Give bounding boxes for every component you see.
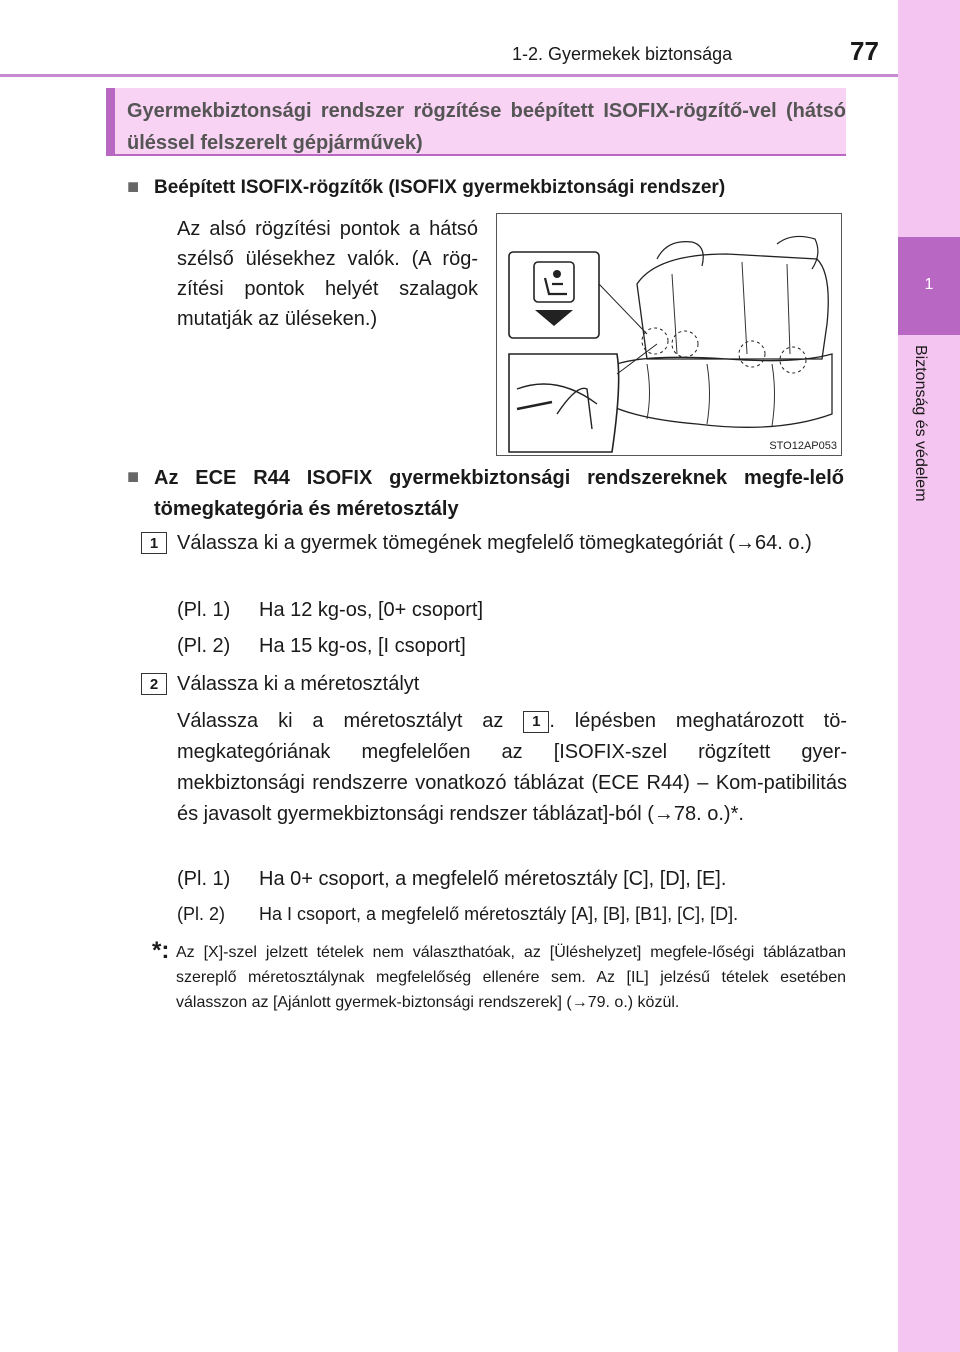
figure-code: STO12AP053 [769, 440, 837, 452]
step-2-example-2 [177, 904, 738, 925]
footnote-text: Az [X]-szel jelzett tételek nem választhatóak, az [Üléshelyzet] megfele-lőségi táblázatban szereplő méretosztálynak megfelelőség ellenére sem. Az [IL] jelzésű tételek esetében válasszon az [Ajánlott gyermek-biztonsági rendszerek] (→79. o.) közül. [176, 944, 846, 1011]
example-label: (Pl. 1) [177, 599, 231, 621]
page-number: 77 [850, 36, 879, 66]
section-heading: Gyermekbiztonsági rendszer rögzítése beépített ISOFIX-rögzítő-vel (hátsó üléssel felszerelt gépjárművek) [106, 88, 846, 156]
step-1-example-1 [177, 599, 483, 622]
step-1-reference: 1 [523, 711, 549, 733]
step-2-title: Válassza ki a méretosztályt [177, 673, 420, 695]
footnote-marker: *: [152, 937, 170, 964]
step-2-example-1 [177, 868, 726, 891]
example-label: (Pl. 2) [177, 635, 231, 657]
chapter-side-tab [898, 0, 960, 1352]
example-label: (Pl. 2) [177, 904, 226, 924]
chapter-number: 1 [924, 276, 934, 293]
block1-text: Az alsó rögzítési pontok a hátsó szélső ülésekhez valók. (A rög-zítési pontok helyét szalagok mutatják az üléseken.) [177, 218, 478, 330]
chapter-title: Biztonság és védelem [912, 345, 929, 502]
step-2-text-after: . lépésben meghatározott tö-megkategóriának megfelelően az [ISOFIX-szel rögzített gyer-mekbiztonsági rendszerre vonatkozó táblázat (ECE R44) – Kom-patibilitás és javasolt gyermekbiztonsági rendszer táblázat]-ból (→78. o.)*. [177, 710, 848, 825]
step-2-marker: 2 [141, 673, 167, 695]
step-1-text: Válassza ki a gyermek tömegének megfelelő tömegkategóriát (→64. o.) [177, 532, 812, 554]
step-1-marker: 1 [141, 532, 167, 554]
footnote [152, 937, 846, 1015]
example-text: Ha 0+ csoport, a megfelelő méretosztály [C], [D], [E]. [259, 868, 727, 890]
example-label: (Pl. 1) [177, 868, 231, 890]
step-1-example-2 [177, 635, 466, 658]
example-text: Ha I csoport, a megfelelő méretosztály [A], [B], [B1], [C], [D]. [259, 904, 739, 924]
header-rule [0, 74, 898, 77]
isofix-seat-figure [496, 213, 842, 456]
step-2-text-before: Válassza ki a méretosztályt az [177, 710, 504, 732]
bullet-square-icon: ■ [127, 466, 140, 488]
example-text: Ha 15 kg-os, [I csoport] [259, 635, 466, 657]
step-2-text [177, 706, 847, 830]
rear-seat-illustration [497, 214, 840, 454]
example-text: Ha 12 kg-os, [0+ csoport] [259, 599, 484, 621]
block2-heading: Az ECE R44 ISOFIX gyermekbiztonsági rendszereknek megfe-lelő tömegkategória és méretosztály [154, 467, 844, 520]
bullet-square-icon: ■ [127, 176, 140, 198]
running-header: 1-2. Gyermekek biztonsága [512, 44, 733, 64]
block1-heading: Beépített ISOFIX-rögzítők (ISOFIX gyermekbiztonsági rendszer) [154, 177, 726, 198]
